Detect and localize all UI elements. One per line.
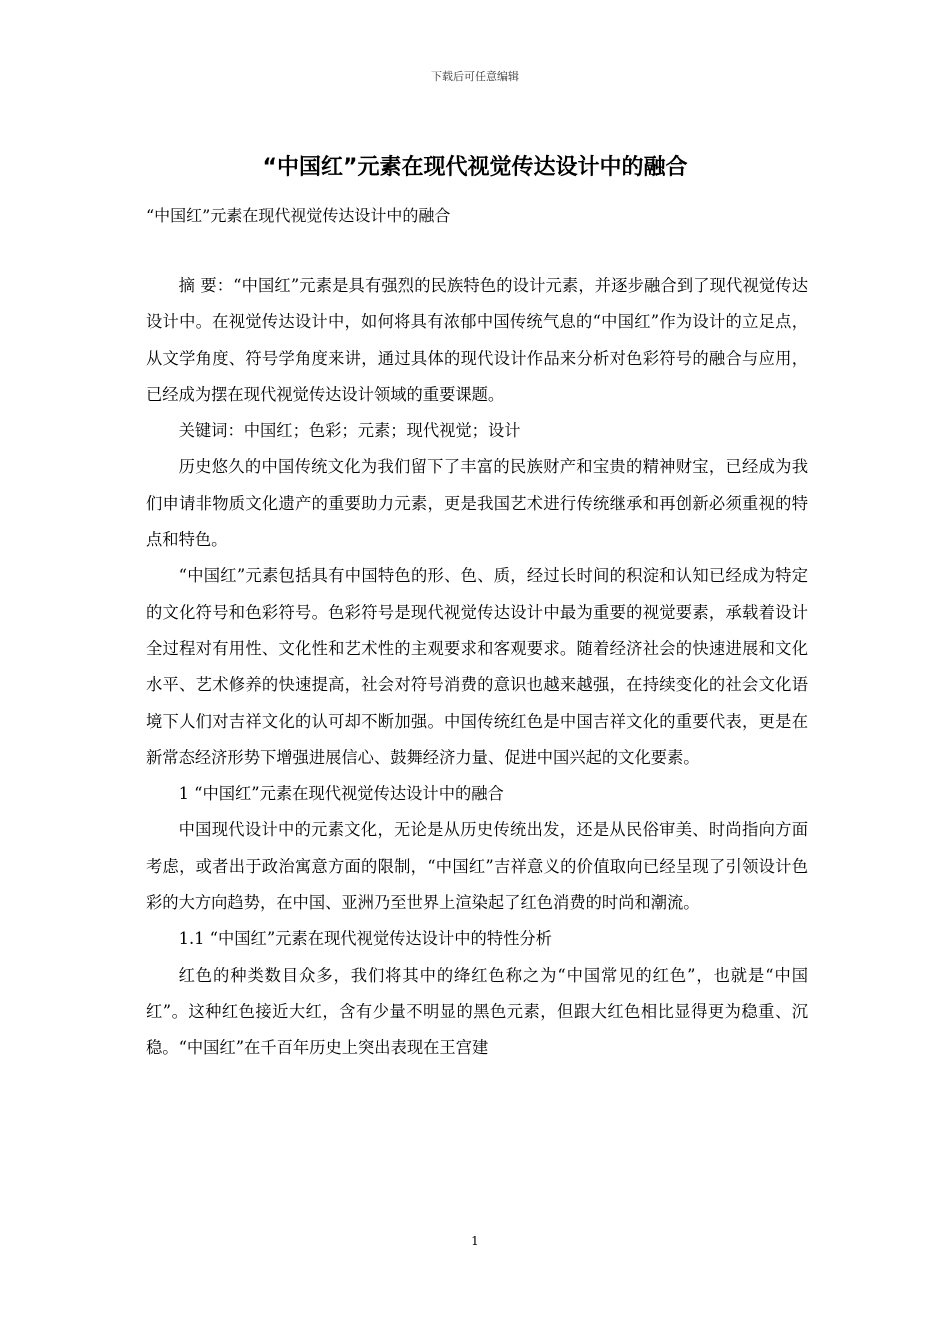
page-number: 1 bbox=[471, 1234, 479, 1248]
subsection-heading: 1.1 “中国红”元素在现代视觉传达设计中的特性分析 bbox=[178, 929, 552, 949]
keywords-paragraph: 关键词：中国红；色彩；元素；现代视觉；设计 bbox=[178, 421, 521, 441]
document-body bbox=[146, 268, 808, 1067]
document-title: “中国红”元素在现代视觉传达设计中的融合 bbox=[262, 155, 688, 180]
section-heading: 1 “中国红”元素在现代视觉传达设计中的融合 bbox=[178, 784, 504, 804]
body-paragraph: 中国现代设计中的元素文化，无论是从历史传统出发，还是从民俗审美、时尚指向方面考虑，或者出于政治寓意方面的限制，“中国红”吉祥意义的价值取向已经呈现了引领设计色彩的大方向趋势，在中国、亚洲乃至世界上渲染起了红色消费的时尚和潮流。 bbox=[146, 820, 808, 913]
document-subtitle: “中国红”元素在现代视觉传达设计中的融合 bbox=[146, 206, 451, 225]
body-paragraph: “中国红”元素包括具有中国特色的形、色、质，经过长时间的积淀和认知已经成为特定的文化符号和色彩符号。色彩符号是现代视觉传达设计中最为重要的视觉要素，承载着设计全过程对有用性、文化性和艺术性的主观要求和客观要求。随着经济社会的快速进展和文化水平、艺术修养的快速提高，社会对符号消费的意识也越来越强，在持续变化的社会文化语境下人们对吉祥文化的认可却不断加强。中国传统红色是中国吉祥文化的重要代表，更是在新常态经济形势下增强进展信心、鼓舞经济力量、促进中国兴起的文化要素。 bbox=[146, 566, 808, 767]
body-paragraph: 红色的种类数目众多，我们将其中的绛红色称之为“中国常见的红色”，也就是“中国红”。这种红色接近大红，含有少量不明显的黑色元素，但跟大红色相比显得更为稳重、沉稳。“中国红”在千百年历史上突出表现在王宫建 bbox=[146, 965, 808, 1058]
abstract-paragraph: 摘 要：“中国红”元素是具有强烈的民族特色的设计元素，并逐步融合到了现代视觉传达设计中。在视觉传达设计中，如何将具有浓郁中国传统气息的“中国红”作为设计的立足点，从文学角度、符号学角度来讲，通过具体的现代设计作品来分析对色彩符号的融合与应用，已经成为摆在现代视觉传达设计领域的重要课题。 bbox=[146, 276, 808, 404]
body-paragraph: 历史悠久的中国传统文化为我们留下了丰富的民族财产和宝贵的精神财宝，已经成为我们申请非物质文化遗产的重要助力元素，更是我国艺术进行传统继承和再创新必须重视的特点和特色。 bbox=[146, 457, 808, 550]
header-note: 下载后可任意编辑 bbox=[431, 70, 519, 83]
